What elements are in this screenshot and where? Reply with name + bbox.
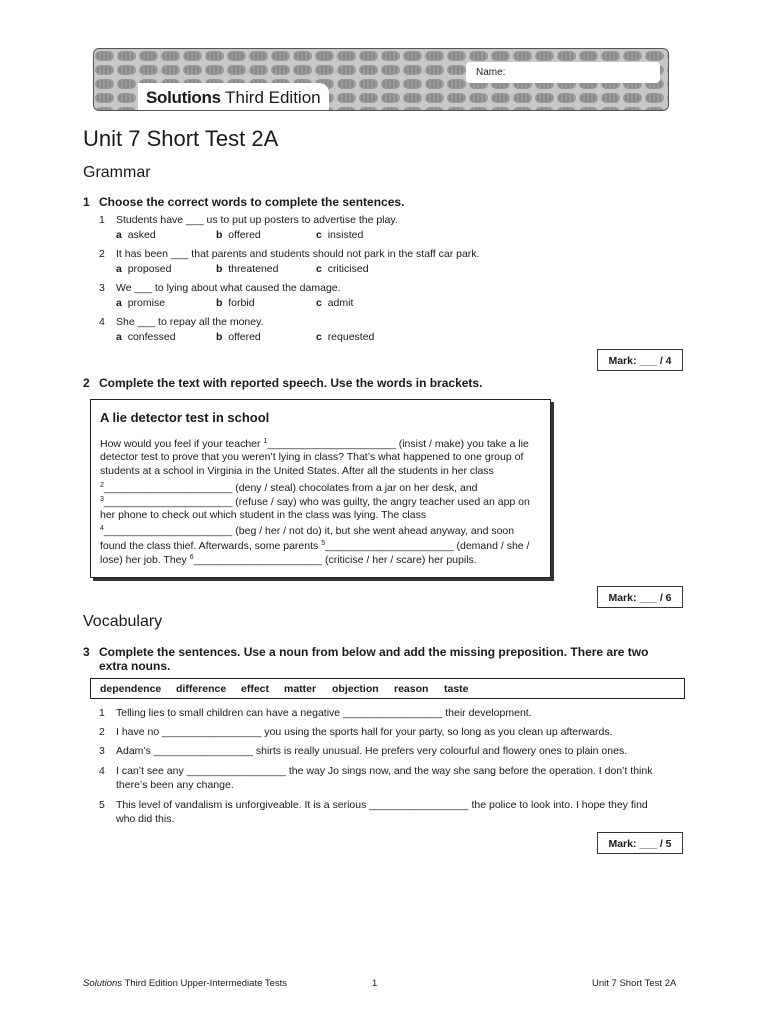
question-text: Complete the sentences. Use a noun from below and add the missing preposition. There are two extra nouns.: [99, 645, 649, 673]
item-number: 3: [99, 745, 105, 757]
option-c[interactable]: c admit: [316, 297, 354, 309]
story-line: lose) her job. They $^6$______________________ (criticise / her / scare) her pupils.: [100, 554, 477, 566]
option-a[interactable]: a promise: [116, 297, 166, 309]
option-c[interactable]: c insisted: [316, 229, 364, 241]
item-sentence: This level of vandalism is unforgiveable. It is a serious _________________ the police to look into. I hope they find: [116, 799, 648, 811]
story-line: students at a school in Virginia in the United States. After all the students in her class: [100, 465, 494, 477]
noun-word: taste: [444, 683, 469, 695]
item-number: 4: [99, 765, 105, 777]
noun-word-box: [90, 678, 685, 699]
story-line: found the class thief. Afterwards, some parents $^5$______________________ (demand / she /: [100, 540, 530, 552]
question-number: 2: [83, 376, 90, 390]
item-sentence: We ___ to lying about what caused the damage.: [116, 282, 341, 294]
question-3-instruction: [83, 645, 673, 673]
story-line: $^3$______________________ (refuse / say) who was guilty, the angry teacher used an app on: [100, 496, 530, 508]
item-number: 1: [99, 214, 105, 226]
brand-regular: Third Edition: [225, 88, 321, 107]
footer-test-title: Unit 7 Short Test 2A: [592, 978, 677, 989]
mark-box-q3: Mark: ___ / 5: [597, 832, 683, 854]
item-number: 2: [99, 248, 105, 260]
name-field[interactable]: [466, 62, 660, 83]
question-2-instruction: [83, 376, 673, 390]
question-text: Complete the text with reported speech. Use the words in brackets.: [99, 376, 483, 390]
item-number: 5: [99, 799, 105, 811]
page-title: Unit 7 Short Test 2A: [83, 126, 279, 151]
question-number: 3: [83, 645, 90, 659]
brand-logo: [138, 83, 329, 111]
item-sentence: It has been ___ that parents and students should not park in the staff car park.: [116, 248, 480, 260]
option-c[interactable]: c requested: [316, 331, 375, 343]
item-sentence: I have no _________________ you using the sports hall for your party, so long as you clean up afterwards.: [116, 726, 613, 738]
option-c[interactable]: c criticised: [316, 263, 369, 275]
option-b[interactable]: b offered: [216, 229, 261, 241]
item-number: 1: [99, 707, 105, 719]
question-1-instruction: [83, 195, 673, 209]
question-number: 1: [83, 195, 90, 209]
option-a[interactable]: a proposed: [116, 263, 172, 275]
footer-page-number: 1: [372, 978, 378, 989]
brand-bold: Solutions: [146, 88, 221, 107]
story-line: $^2$______________________ (deny / steal) chocolates from a jar on her desk, and: [100, 482, 478, 494]
option-a[interactable]: a asked: [116, 229, 156, 241]
section-heading-vocabulary: Vocabulary: [83, 613, 163, 630]
noun-word: effect: [241, 683, 270, 695]
option-b[interactable]: b threatened: [216, 263, 279, 275]
story-title: A lie detector test in school: [100, 410, 270, 425]
item-sentence: Students have ___ us to put up posters to advertise the play.: [116, 214, 398, 226]
mark-box-q1: Mark: ___ / 4: [597, 349, 683, 371]
noun-word: difference: [176, 683, 227, 695]
noun-word: dependence: [100, 683, 162, 695]
name-label: Name:: [476, 67, 506, 78]
section-heading-grammar: Grammar: [83, 164, 151, 181]
item-sentence-continued: there’s been any change.: [116, 779, 234, 791]
story-line: her phone to check out which student in the class was lying. The class: [100, 509, 427, 521]
item-number: 3: [99, 282, 105, 294]
story-line: detector test to prove that you weren’t lying in class? That’s what happened to one group of: [100, 451, 524, 463]
story-line: $^4$______________________ (beg / her / not do) it, but she went ahead anyway, and soon: [100, 525, 515, 537]
noun-word: reason: [394, 683, 429, 695]
noun-word: matter: [284, 683, 317, 695]
item-sentence-continued: who did this.: [116, 813, 175, 825]
item-sentence: She ___ to repay all the money.: [116, 316, 264, 328]
item-sentence: Telling lies to small children can have a negative _________________ their development.: [116, 707, 532, 719]
item-sentence: I can’t see any _________________ the way Jo sings now, and the way she sang before the operation. I don’t think: [116, 765, 653, 777]
story-box: [90, 399, 551, 578]
footer-book-title: Solutions Third Edition Upper-Intermediate Tests: [83, 978, 288, 989]
noun-word: objection: [332, 683, 379, 695]
item-sentence: Adam’s _________________ shirts is really unusual. He prefers very colourful and flowery ones to plain ones.: [116, 745, 628, 757]
question-text: Choose the correct words to complete the sentences.: [99, 195, 405, 209]
option-b[interactable]: b forbid: [216, 297, 255, 309]
item-number: 4: [99, 316, 105, 328]
option-a[interactable]: a confessed: [116, 331, 176, 343]
header-banner: [93, 48, 669, 111]
story-line: How would you feel if your teacher $^1$______________________ (insist / make) you take a lie: [100, 438, 529, 450]
mark-box-q2: Mark: ___ / 6: [597, 586, 683, 608]
option-b[interactable]: b offered: [216, 331, 261, 343]
item-number: 2: [99, 726, 105, 738]
